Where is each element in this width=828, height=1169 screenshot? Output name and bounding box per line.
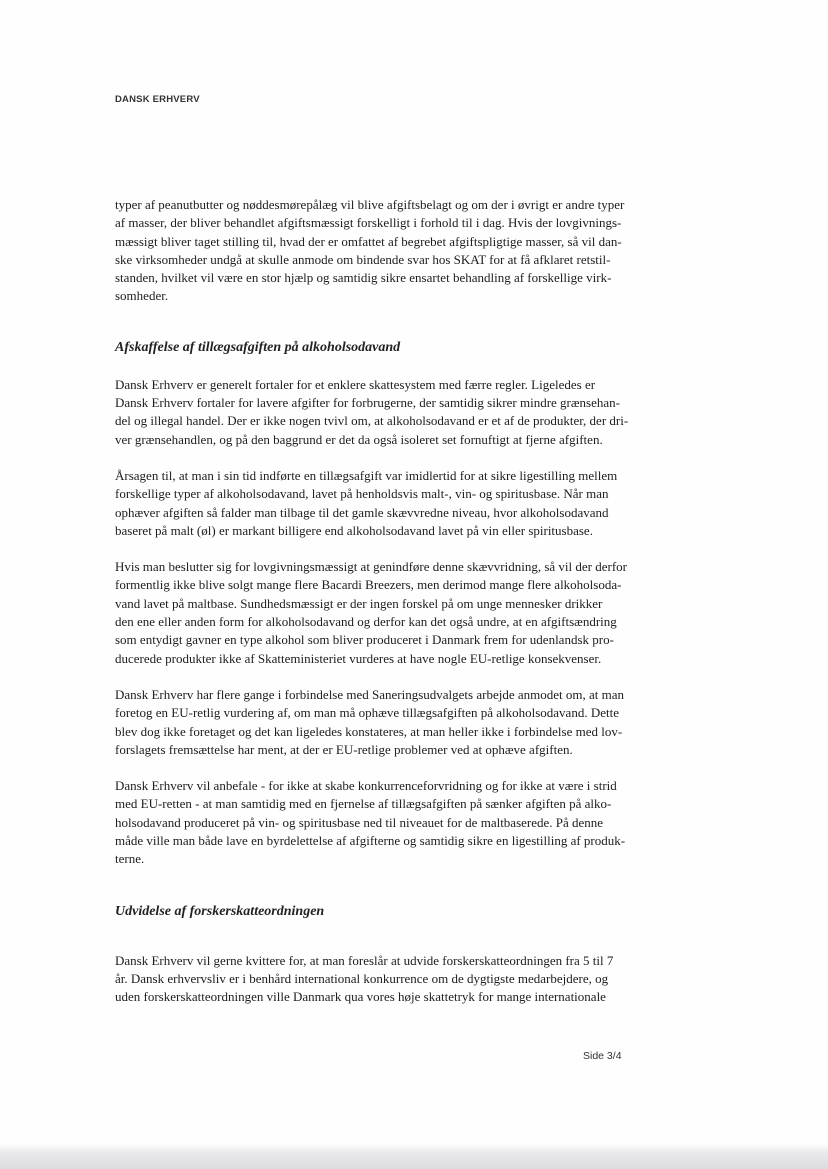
text-line: som entydigt gavner en type alkohol som bliver produceret i Danmark frem for udenlandsk pro- (115, 632, 614, 648)
text-line: ophæver afgiften så falder man tilbage til det gamle skævvredne niveau, hvor alkoholsodavand (115, 504, 609, 520)
page-number: Side 3/4 (583, 1050, 622, 1062)
paragraph-peanut-butter (115, 196, 697, 306)
text-line: af masser, der bliver behandlet afgiftsmæssigt forskelligt i forhold til i dag. Hvis der lovgivnings- (115, 215, 622, 231)
paragraph-reason-for-surcharge (115, 467, 697, 540)
text-line: terne. (115, 851, 145, 867)
text-line: uden forskerskatteordningen ville Danmark qua vores høje skattetryk for mange internationale (115, 989, 606, 1005)
paragraph-researcher-tax-scheme (115, 952, 697, 1007)
text-line: somheder. (115, 288, 169, 304)
text-line: ske virksomheder undgå at skulle anmode om bindende svar hos SKAT for at få afklaret retstil- (115, 251, 611, 267)
section-heading-researcher-tax: Udvidelse af forskerskatteordningen (115, 903, 325, 919)
paragraph-distortion (115, 558, 697, 668)
text-line: Dansk Erhverv vil anbefale - for ikke at skabe konkurrenceforvridning og for ikke at være i strid (115, 778, 617, 794)
text-line: Hvis man beslutter sig for lovgivningsmæssigt at genindføre denne skævvridning, så vil der derfor (115, 559, 627, 575)
text-line: holsodavand produceret på vin- og spiritusbase ned til niveauet for de maltbaserede. På denne (115, 814, 604, 830)
text-line: forskellige typer af alkoholsodavand, lavet på henholdsvis malt-, vin- og spiritusbase. Når man (115, 486, 609, 502)
text-line: vand lavet på maltbase. Sundhedsmæssigt er der ingen forskel på om unge mennesker drikker (115, 595, 603, 611)
text-line: blev dog ikke foretaget og det kan ligeledes konstateres, at man heller ikke i forbindelse med lov- (115, 723, 623, 739)
paragraph-recommendation (115, 777, 697, 868)
text-line: ducerede produkter ikke af Skatteministeriet vurderes at have nogle EU-retlige konsekvenser. (115, 650, 602, 666)
paragraph-simpler-tax-system (115, 376, 697, 449)
text-line: del og illegal handel. Der er ikke nogen tvivl om, at alkoholsodavand er et af de produkter, der dri- (115, 413, 629, 429)
text-line: ver grænsehandlen, og på den baggrund er det da også isoleret set fornuftigt at fjerne afgiften. (115, 431, 603, 447)
text-line: Dansk Erhverv fortaler for lavere afgifter for forbrugerne, der samtidig sikrer mindre grænsehan- (115, 395, 620, 411)
text-line: typer af peanutbutter og nøddesmørepålæg vil blive afgiftsbelagt og om der i øvrigt er andre typer (115, 197, 625, 212)
text-line: standen, hvilket vil være en stor hjælp og samtidig sikre ensartet behandling af forskellige virk- (115, 270, 612, 286)
text-line: forslagets fremsættelse har ment, at der er EU-retlige problemer ved at ophæve afgiften. (115, 741, 573, 757)
organization-header: DANSK ERHVERV (115, 94, 200, 105)
scan-shadow (0, 1143, 828, 1169)
text-line: måde ville man både lave en byrdelettelse af afgifterne og samtidig sikre en ligestilling af produk- (115, 833, 626, 849)
section-heading-alcohol-soda: Afskaffelse af tillægsafgiften på alkoholsodavand (115, 339, 401, 355)
document-body (115, 196, 697, 1007)
text-line: år. Dansk erhvervsliv er i benhård international konkurrence om de dygtigste medarbejdere, og (115, 970, 609, 986)
text-line: Dansk Erhverv vil gerne kvittere for, at man foreslår at udvide forskerskatteordningen fra 5 til 7 (115, 952, 614, 968)
text-line: formentlig ikke blive solgt mange flere Bacardi Breezers, men derimod mange flere alkoholsoda- (115, 577, 622, 593)
text-line: Dansk Erhverv har flere gange i forbindelse med Saneringsudvalgets arbejde anmodet om, at man (115, 686, 624, 702)
text-line: den ene eller anden form for alkoholsodavand og derfor kan det også undre, at en afgiftsændring (115, 614, 617, 630)
text-line: med EU-retten - at man samtidig med en fjernelse af tillægsafgiften på sænker afgiften på alko- (115, 796, 612, 812)
text-line: baseret på malt (øl) er markant billigere end alkoholsodavand lavet på vin eller spiritusbase. (115, 522, 593, 538)
text-line: Dansk Erhverv er generelt fortaler for et enklere skattesystem med færre regler. Ligeledes er (115, 376, 596, 392)
text-line: mæssigt bliver taget stilling til, hvad der er omfattet af begrebet afgiftspligtige masser, så vil dan- (115, 233, 622, 249)
text-line: foretog en EU-retlig vurdering af, om man må ophæve tillægsafgiften på alkoholsodavand. Dette (115, 705, 619, 721)
text-line: Årsagen til, at man i sin tid indførte en tillægsafgift var imidlertid for at sikre ligestilling mellem (115, 467, 618, 483)
paragraph-eu-assessment (115, 686, 697, 759)
